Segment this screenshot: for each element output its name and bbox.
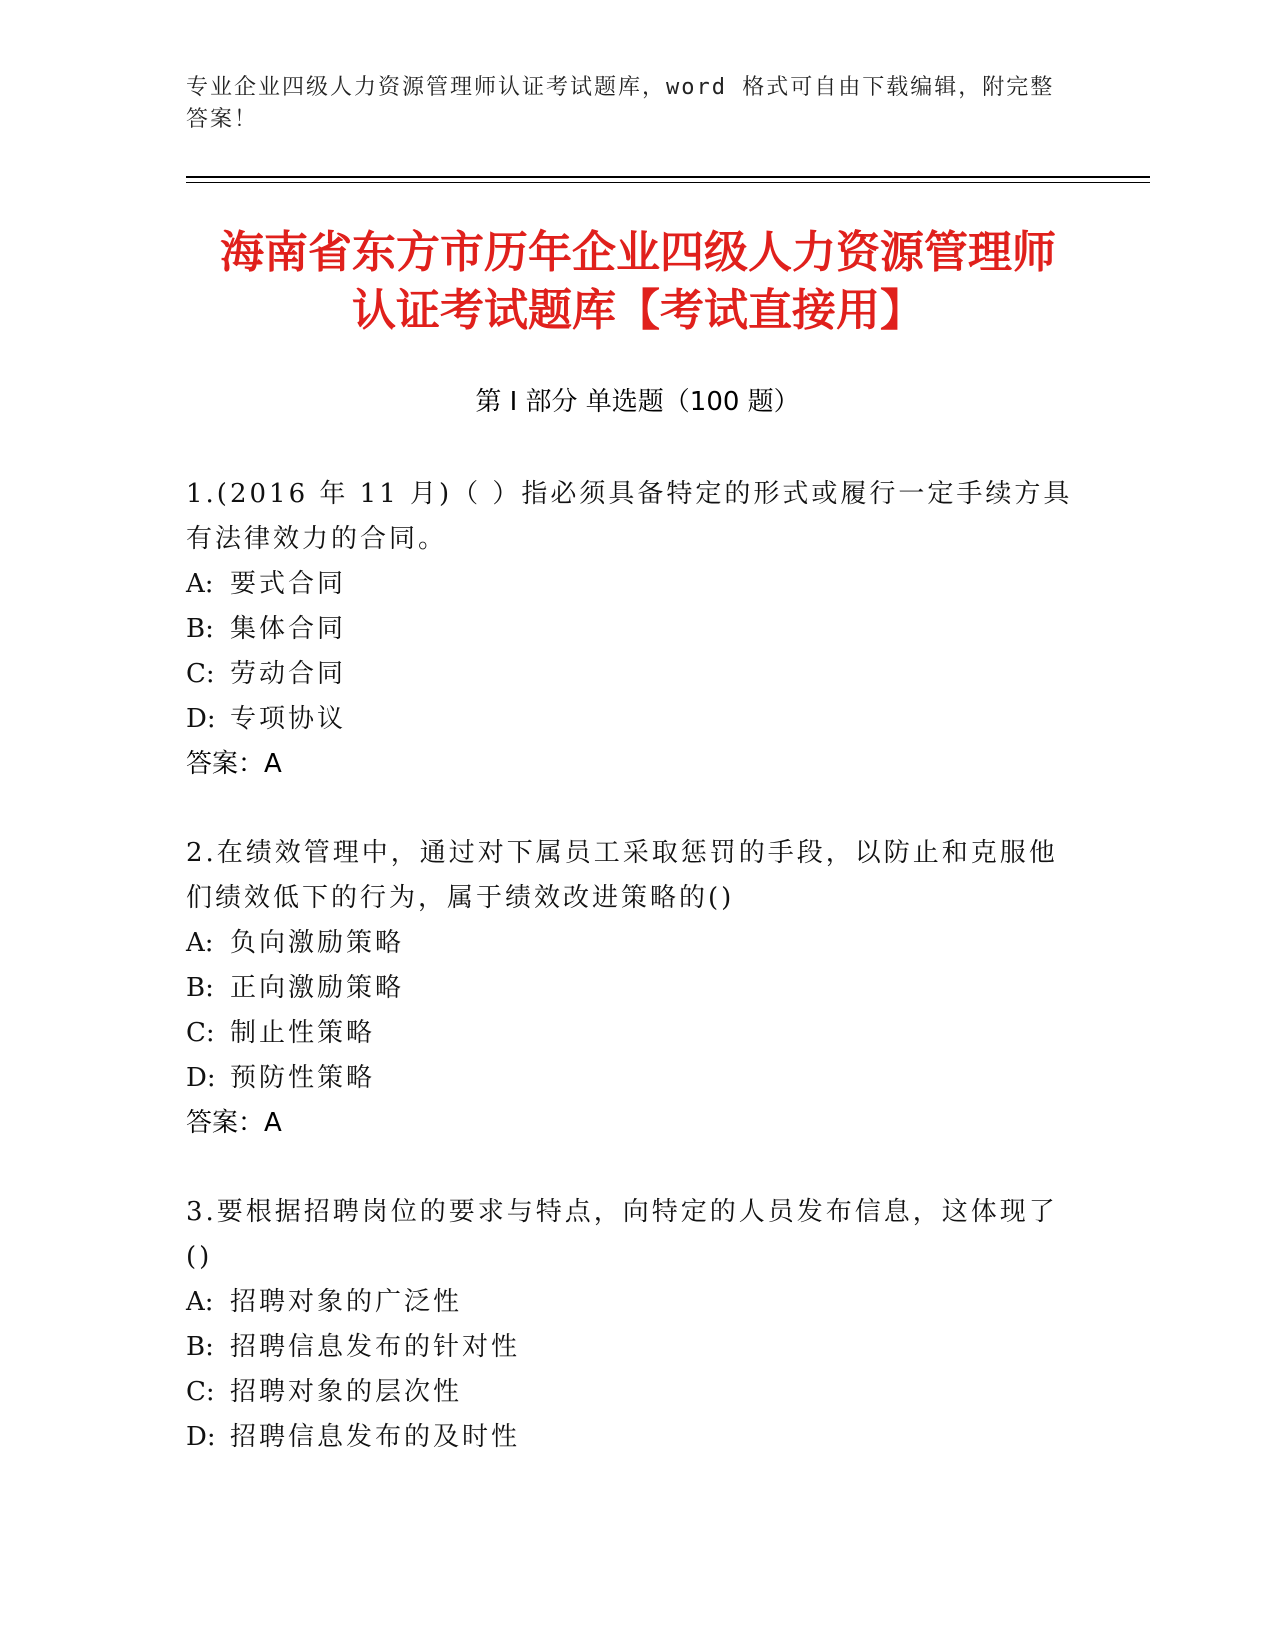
option-text: 招聘对象的广泛性 (230, 1287, 463, 1317)
option-text: 招聘对象的层次性 (230, 1377, 463, 1407)
option-letter: B: (186, 973, 214, 1003)
question-option-d (186, 697, 1076, 742)
question-stem: 1.(2016 年 11 月)（ ）指必须具备特定的形式或履行一定手续方具有法律效力的合同。 (186, 479, 1073, 554)
option-letter: D: (186, 704, 216, 734)
option-text: 劳动合同 (230, 659, 347, 689)
question-stem: 2.在绩效管理中，通过对下属员工采取惩罚的手段，以防止和克服他们绩效低下的行为，属于绩效改进策略的() (186, 838, 1058, 913)
option-text: 正向激励策略 (230, 973, 405, 1003)
document-title-line-2: 认证考试题库【考试直接用】 (352, 285, 924, 336)
question-option-b (186, 1325, 1076, 1370)
option-text: 预防性策略 (230, 1063, 376, 1093)
question-option-a (186, 1280, 1076, 1325)
option-letter: C: (186, 659, 215, 689)
question-1 (186, 472, 1076, 787)
option-letter: A: (186, 928, 214, 958)
question-option-b (186, 966, 1076, 1011)
question-option-c (186, 1370, 1076, 1415)
question-answer: 答案：A (186, 1108, 282, 1138)
question-3 (186, 1190, 1076, 1460)
question-stem: 3.要根据招聘岗位的要求与特点，向特定的人员发布信息，这体现了() (186, 1197, 1058, 1272)
option-letter: B: (186, 1332, 214, 1362)
option-text: 制止性策略 (230, 1018, 376, 1048)
question-option-a (186, 562, 1076, 607)
option-letter: C: (186, 1018, 215, 1048)
option-text: 专项协议 (230, 704, 347, 734)
section-title: 第 I 部分 单选题（100 题） (475, 387, 800, 417)
question-option-d (186, 1056, 1076, 1101)
option-text: 负向激励策略 (230, 928, 405, 958)
question-list (186, 472, 1076, 1504)
option-letter: D: (186, 1063, 216, 1093)
document-title-line-1: 海南省东方市历年企业四级人力资源管理师 (220, 227, 1056, 278)
option-text: 要式合同 (230, 569, 347, 599)
question-option-c (186, 1011, 1076, 1056)
question-option-c (186, 652, 1076, 697)
option-letter: A: (186, 1287, 214, 1317)
option-letter: A: (186, 569, 214, 599)
option-letter: D: (186, 1422, 216, 1452)
option-letter: C: (186, 1377, 215, 1407)
header-divider-thin (186, 182, 1150, 183)
header-note: 专业企业四级人力资源管理师认证考试题库，word 格式可自由下载编辑，附完整答案！ (186, 75, 1055, 132)
question-option-a (186, 921, 1076, 966)
option-text: 集体合同 (230, 614, 347, 644)
option-text: 招聘信息发布的及时性 (230, 1422, 521, 1452)
option-letter: B: (186, 614, 214, 644)
question-answer: 答案：A (186, 749, 282, 779)
header-divider-thick (186, 176, 1150, 178)
question-2 (186, 831, 1076, 1146)
question-option-b (186, 607, 1076, 652)
document-title (160, 224, 1116, 340)
question-option-d (186, 1415, 1076, 1460)
option-text: 招聘信息发布的针对性 (230, 1332, 521, 1362)
